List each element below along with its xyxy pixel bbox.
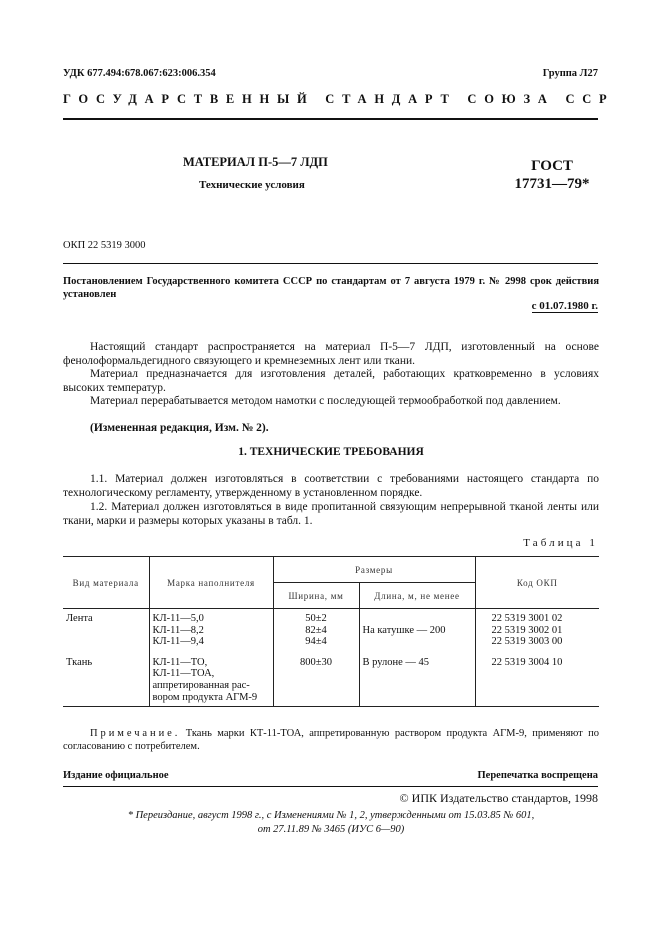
header-sizes: Размеры bbox=[273, 557, 475, 583]
table-row bbox=[63, 649, 599, 707]
footer-divider bbox=[63, 786, 598, 787]
intro-paragraph: Материал предназначается для изготовления деталей, работающих кратковременно в условиях высоких температур. bbox=[63, 368, 599, 394]
cell-brand bbox=[149, 649, 273, 707]
intro-paragraph: Материал перерабатывается методом намотки с последующей термообработкой под давлением. bbox=[90, 395, 561, 407]
group-code: Группа Л27 bbox=[542, 68, 598, 79]
header-type: Вид материала bbox=[63, 557, 149, 609]
clause-1-2: 1.2. Материал должен изготовляться в виде пропитанной связующим непрерывной тканой ленты или ткани, марки и размеры которых указаны в табл. 1. bbox=[63, 501, 599, 527]
gost-label: ГОСТ bbox=[531, 158, 573, 174]
brand-line: КЛ-11—5,0 bbox=[152, 613, 204, 624]
brand-line: КЛ-11—8,2 bbox=[152, 624, 204, 636]
effective-date-text: с 01.07.1980 г. bbox=[531, 300, 598, 312]
amendment-note: (Измененная редакция, Изм. № 2). bbox=[90, 422, 269, 434]
gost-number-block bbox=[505, 157, 599, 193]
reissue-line: * Переиздание, август 1998 г., с Изменениями № 1, 2, утвержденными от 15.03.85 № 601, bbox=[127, 810, 535, 821]
reissue-line: от 27.11.89 № 3465 (ИУС 6—90) bbox=[257, 824, 405, 835]
section-title: 1. ТЕХНИЧЕСКИЕ ТРЕБОВАНИЯ bbox=[238, 446, 424, 458]
okp-line: 22 5319 3002 01 bbox=[491, 624, 563, 636]
length-line: На катушке — 200 bbox=[362, 624, 446, 636]
header-width: Ширина, мм bbox=[273, 583, 359, 609]
header-divider bbox=[63, 118, 598, 120]
width-line: 50±2 bbox=[305, 613, 327, 624]
okp-line: 22 5319 3001 02 bbox=[491, 613, 563, 624]
okp-line: 22 5319 3003 00 bbox=[491, 636, 563, 648]
cell-okp bbox=[475, 609, 599, 649]
header-brand: Марка наполнителя bbox=[149, 557, 273, 609]
width-line: 800±30 bbox=[299, 656, 332, 668]
decree-text: Постановлением Государственного комитета СССР по стандартам от 7 августа 1979 г. № 2998 срок действия установлен bbox=[63, 276, 599, 300]
table-note bbox=[63, 727, 599, 753]
clause-1-1: 1.1. Материал должен изготовляться в соответствии с требованиями настоящего стандарта по технологическому регламенту, утвержденному в установленном порядке. bbox=[63, 473, 599, 499]
brand-line: КЛ-11—9,4 bbox=[152, 636, 204, 648]
width-line: 94±4 bbox=[305, 636, 327, 648]
effective-date bbox=[532, 300, 598, 312]
gost-number: 17731—79* bbox=[514, 176, 590, 192]
note-text: Ткань марки КТ-11-ТОА, аппретированную раствором продукта АГМ-9, применяют по согласованию с потребителем. bbox=[63, 728, 599, 752]
length-line: В рулоне — 45 bbox=[362, 656, 430, 668]
material-subtitle: Технические условия bbox=[199, 179, 305, 191]
okp-divider bbox=[63, 263, 598, 264]
cell-okp bbox=[475, 649, 599, 707]
header-okp: Код ОКП bbox=[475, 557, 599, 609]
cell-type: Ткань bbox=[63, 649, 149, 707]
official-edition: Издание официальное bbox=[63, 770, 169, 781]
cell-brand bbox=[149, 609, 273, 649]
brand-line: аппретированная рас- bbox=[152, 679, 250, 691]
material-title: МАТЕРИАЛ П-5—7 ЛДП bbox=[183, 155, 328, 169]
cell-type: Лента bbox=[63, 609, 149, 649]
cell-length bbox=[359, 649, 475, 707]
copyright: © ИПК Издательство стандартов, 1998 bbox=[399, 791, 598, 805]
cell-width bbox=[273, 649, 359, 707]
reissue-note bbox=[63, 809, 599, 837]
table-caption: Таблица 1 bbox=[523, 537, 598, 549]
okp-code: ОКП 22 5319 3000 bbox=[63, 240, 146, 251]
header-length: Длина, м, не менее bbox=[359, 583, 475, 609]
note-label: Примечание. bbox=[90, 728, 181, 739]
reprint-prohibited: Перепечатка воспрещена bbox=[477, 770, 598, 781]
brand-line: КЛ-11—ТОА, bbox=[152, 668, 215, 680]
materials-table bbox=[63, 556, 599, 707]
intro-paragraph: Настоящий стандарт распространяется на материал П-5—7 ЛДП, изготовленный на основе фенолоформальдегидного связующего и кремнеземных лент или ткани. bbox=[63, 341, 599, 367]
brand-line: вором продукта АГМ-9 bbox=[152, 691, 258, 703]
cell-width bbox=[273, 609, 359, 649]
udk-code: УДК 677.494:678.067:623:006.354 bbox=[63, 68, 216, 79]
length-line bbox=[363, 613, 472, 625]
brand-line: КЛ-11—ТО, bbox=[152, 656, 208, 668]
state-standard-heading: ГОСУДАРСТВЕННЫЙ СТАНДАРТ СОЮЗА ССР bbox=[63, 92, 615, 106]
okp-line: 22 5319 3004 10 bbox=[491, 656, 563, 668]
cell-length bbox=[359, 609, 475, 649]
table-row bbox=[63, 609, 599, 649]
width-line: 82±4 bbox=[305, 624, 327, 636]
